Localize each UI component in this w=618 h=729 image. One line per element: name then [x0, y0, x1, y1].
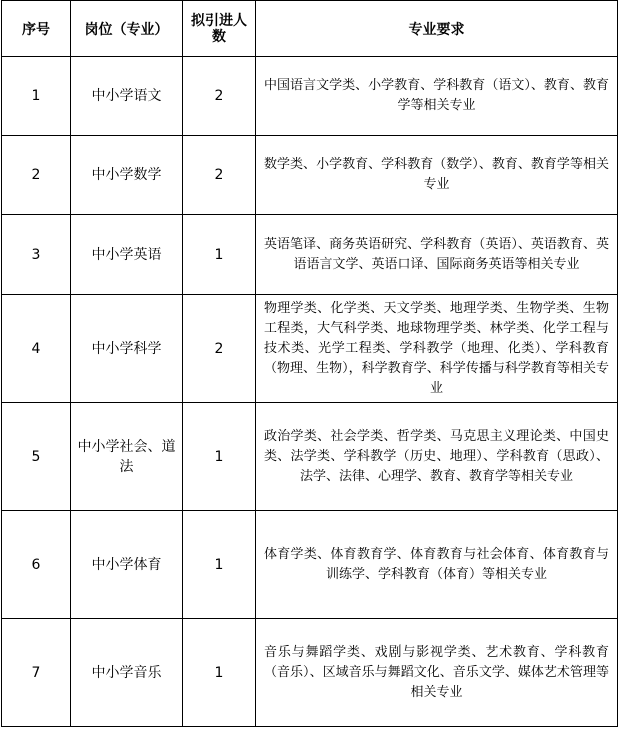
header-index: 序号 — [2, 1, 71, 57]
cell-requirements: 中国语言文学类、小学教育、学科教育（语文）、教育、教育学等相关专业 — [256, 57, 618, 136]
cell-position: 中小学社会、道法 — [71, 403, 183, 511]
cell-index: 2 — [2, 136, 71, 215]
cell-position: 中小学英语 — [71, 215, 183, 295]
table-header-row — [2, 1, 618, 57]
cell-count: 1 — [183, 511, 256, 619]
cell-index: 4 — [2, 295, 71, 403]
cell-position: 中小学音乐 — [71, 619, 183, 727]
table-row — [2, 619, 618, 727]
table-row — [2, 136, 618, 215]
cell-count: 1 — [183, 619, 256, 727]
header-count — [183, 1, 256, 57]
cell-requirements: 物理学类、化学类、天文学类、地理学类、生物学类、生物工程类，大气科学类、地球物理学类、林学类、化学工程与技术类、光学工程类、学科教学（地理、化类）、学科教育（物理、生物），科学教育学、科学传播与科学教育等相关专业 — [256, 295, 618, 403]
cell-index: 5 — [2, 403, 71, 511]
cell-requirements: 英语笔译、商务英语研究、学科教育（英语）、英语教育、英语语言文学、英语口译、国际商务英语等相关专业 — [256, 215, 618, 295]
table-row — [2, 403, 618, 511]
header-position: 岗位（专业） — [71, 1, 183, 57]
cell-position: 中小学数学 — [71, 136, 183, 215]
cell-index: 6 — [2, 511, 71, 619]
cell-count: 2 — [183, 136, 256, 215]
cell-index: 7 — [2, 619, 71, 727]
cell-count: 2 — [183, 295, 256, 403]
cell-requirements: 音乐与舞蹈学类、戏剧与影视学类、艺术教育、学科教育（音乐）、区域音乐与舞蹈文化、音乐文学、媒体艺术管理等相关专业 — [256, 619, 618, 727]
recruitment-table — [1, 0, 618, 727]
table-row — [2, 57, 618, 136]
cell-position: 中小学体育 — [71, 511, 183, 619]
cell-count: 1 — [183, 215, 256, 295]
header-count-line2: 数 — [212, 28, 226, 45]
cell-index: 3 — [2, 215, 71, 295]
cell-requirements: 政治学类、社会学类、哲学类、马克思主义理论类、中国史类、法学类、学科教学（历史、地理）、学科教育（思政）、法学、法律、心理学、教育、教育学等相关专业 — [256, 403, 618, 511]
cell-count: 2 — [183, 57, 256, 136]
cell-position: 中小学科学 — [71, 295, 183, 403]
table-row — [2, 215, 618, 295]
cell-index: 1 — [2, 57, 71, 136]
table-row — [2, 295, 618, 403]
table-row — [2, 511, 618, 619]
cell-requirements: 数学类、小学教育、学科教育（数学）、教育、教育学等相关专业 — [256, 136, 618, 215]
header-count-line1: 拟引进人 — [191, 12, 247, 29]
cell-count: 1 — [183, 403, 256, 511]
header-requirements: 专业要求 — [256, 1, 618, 57]
cell-requirements: 体育学类、体育教育学、体育教育与社会体育、体育教育与训练学、学科教育（体育）等相关专业 — [256, 511, 618, 619]
cell-position: 中小学语文 — [71, 57, 183, 136]
